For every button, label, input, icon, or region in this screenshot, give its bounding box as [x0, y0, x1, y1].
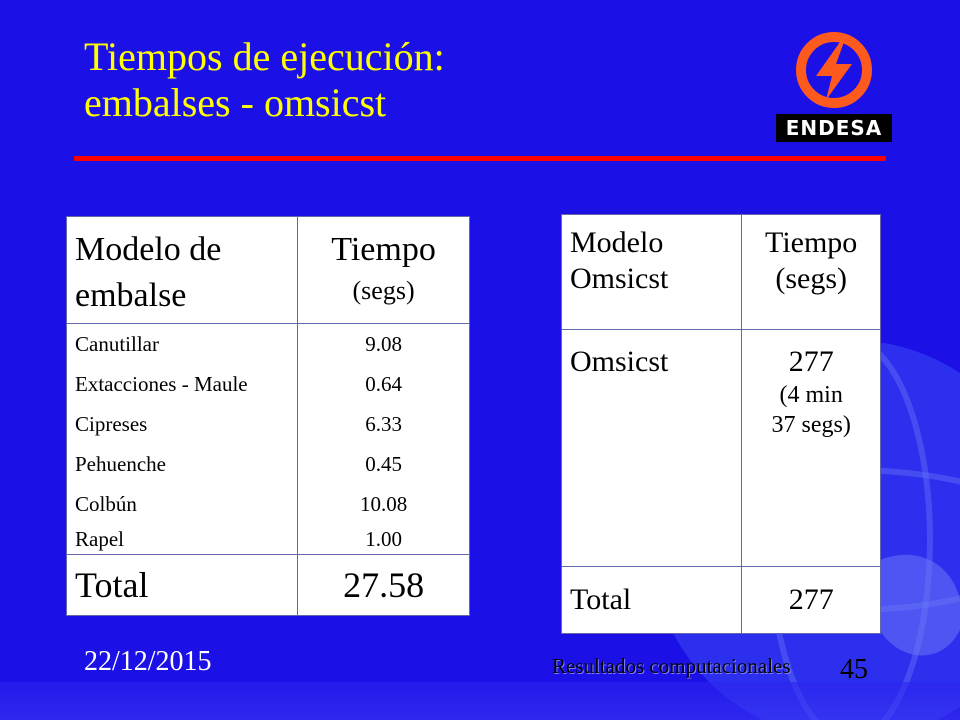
model-name: Cipreses — [75, 412, 148, 436]
table-body-row — [562, 330, 881, 567]
title-line-2: embalses - omsicst — [84, 80, 387, 125]
model-name: Omsicst — [562, 330, 742, 567]
time-value: 10.08 — [359, 492, 408, 516]
page-number: 45 — [840, 654, 868, 685]
table-header-row — [562, 215, 881, 330]
title-line-1: Tiempos de ejecución: — [84, 34, 445, 79]
header-model — [562, 215, 742, 330]
slide-title — [84, 34, 445, 126]
logo-text: ENDESA — [785, 116, 883, 140]
header-time-line-1: Tiempo — [765, 226, 858, 259]
model-name: Rapel — [75, 527, 124, 551]
header-model-line-1: Modelo — [570, 226, 664, 259]
time-value: 0.45 — [365, 452, 402, 476]
endesa-logo — [776, 28, 892, 144]
footer-section: Resultados computacionales — [552, 654, 791, 678]
embalses-table — [66, 216, 470, 616]
header-time-unit: (segs) — [352, 276, 415, 305]
total-value: 27.58 — [298, 555, 470, 616]
header-model-line-2: Omsicst — [570, 262, 669, 295]
time-cell — [742, 330, 881, 567]
total-value: 277 — [742, 567, 881, 634]
model-name: Canutillar — [75, 332, 159, 356]
model-list — [67, 324, 298, 555]
floor-band — [0, 682, 960, 720]
total-label: Total — [67, 555, 298, 616]
total-label: Total — [562, 567, 742, 634]
lightning-bolt-icon — [792, 30, 876, 114]
time-value: 277 — [788, 345, 834, 378]
header-time-main: Tiempo — [331, 231, 436, 268]
model-name: Pehuenche — [75, 452, 166, 476]
time-detail-line-2: 37 segs) — [771, 412, 851, 438]
header-time — [742, 215, 881, 330]
footer-date: 22/12/2015 — [84, 646, 212, 677]
header-model: Modelo de embalse — [67, 217, 298, 324]
model-name: Extacciones - Maule — [75, 372, 248, 396]
time-value: 0.64 — [365, 372, 402, 396]
time-value: 9.08 — [365, 332, 402, 356]
time-detail-line-1: (4 min — [779, 382, 843, 408]
header-time-line-2: (segs) — [775, 262, 848, 295]
title-underline — [74, 156, 886, 161]
time-list — [298, 324, 470, 555]
table-total-row — [67, 555, 470, 616]
time-value: 6.33 — [365, 412, 402, 436]
header-time — [298, 217, 470, 324]
table-total-row — [562, 567, 881, 634]
model-name: Colbún — [75, 492, 137, 516]
table-body-row — [67, 324, 470, 555]
time-value: 1.00 — [365, 527, 402, 551]
table-header-row — [67, 217, 470, 324]
omsicst-table — [561, 214, 881, 634]
